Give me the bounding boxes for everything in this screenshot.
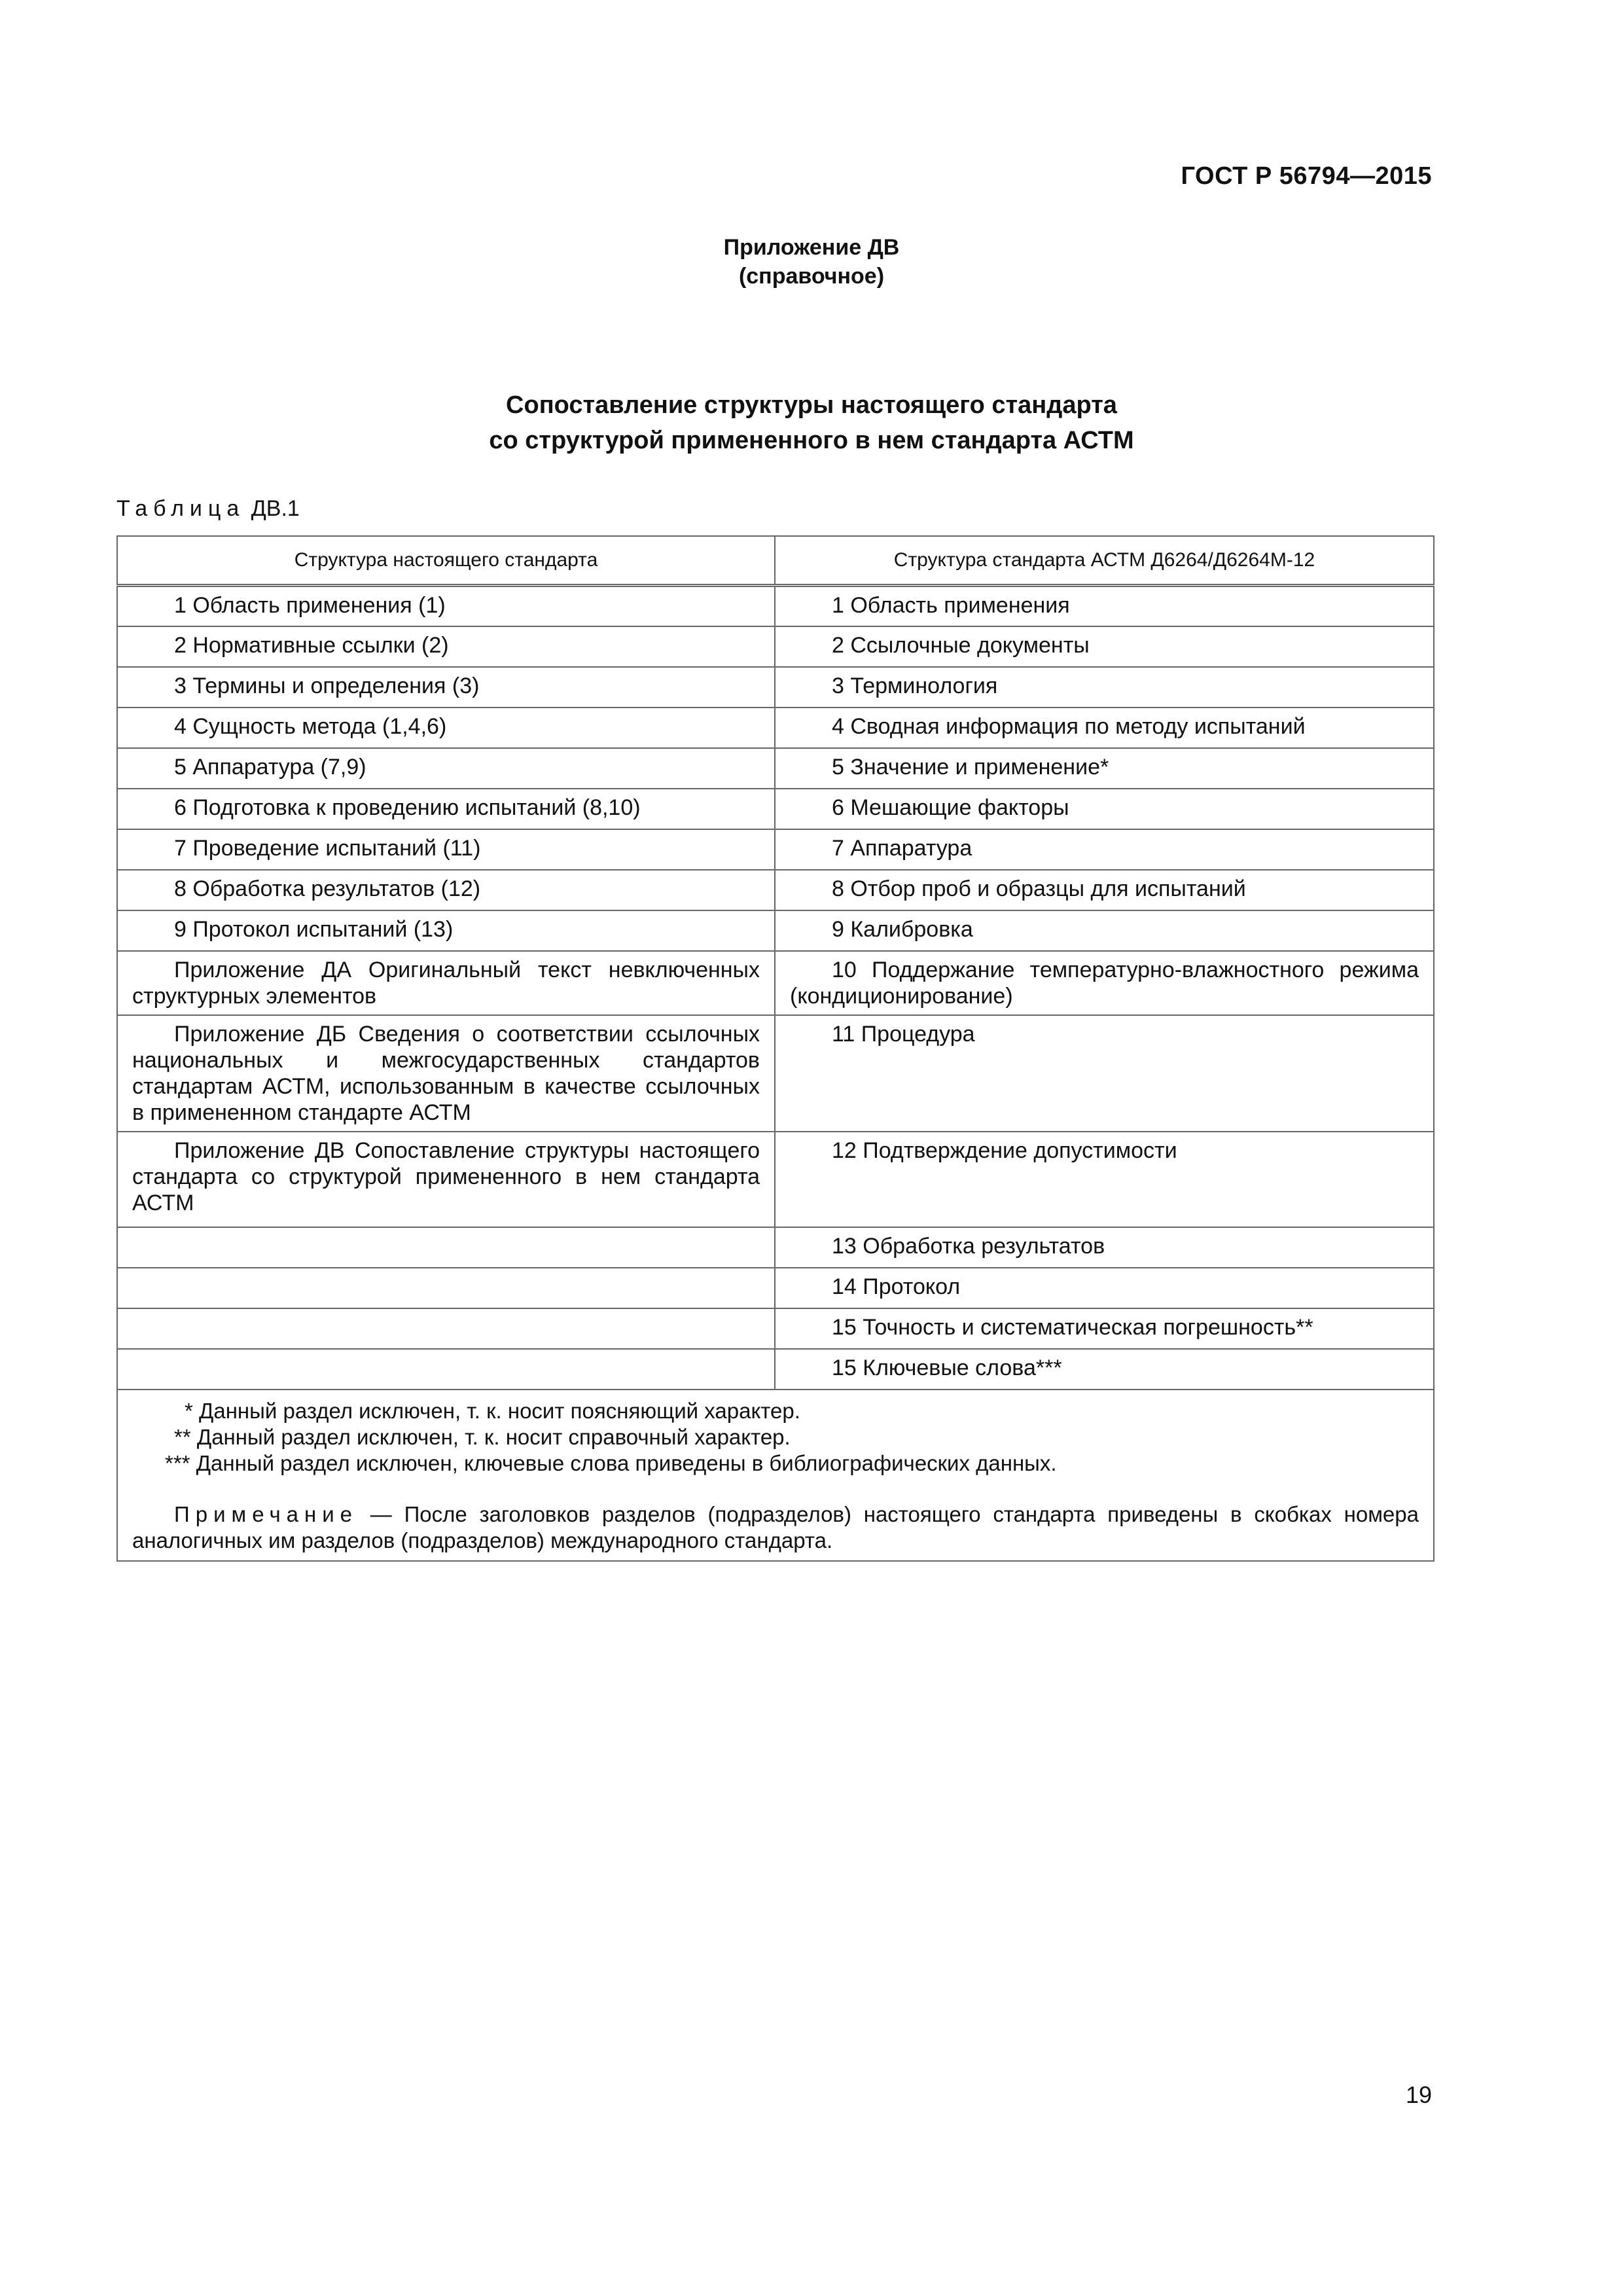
table-footer-row bbox=[117, 1390, 1434, 1561]
table-cell: 8 Отбор проб и образцы для испытаний bbox=[775, 870, 1434, 910]
table-row bbox=[117, 1227, 1434, 1268]
table-caption bbox=[116, 496, 300, 522]
table-cell: 3 Термины и определения (3) bbox=[117, 667, 775, 708]
table-cell: 1 Область применения (1) bbox=[117, 586, 775, 626]
table-cell: 4 Сводная информация по методу испытаний bbox=[775, 708, 1434, 748]
table-header-row bbox=[117, 536, 1434, 586]
table-cell: 14 Протокол bbox=[775, 1268, 1434, 1308]
table-cell: 15 Точность и систематическая погрешность** bbox=[775, 1308, 1434, 1349]
table-row bbox=[117, 586, 1434, 626]
table-row bbox=[117, 667, 1434, 708]
title-line-2: со структурой примененного в нем стандарта АСТМ bbox=[489, 427, 1134, 454]
standard-code: ГОСТ Р 56794—2015 bbox=[1181, 162, 1432, 190]
table-cell: 7 Аппаратура bbox=[775, 829, 1434, 870]
table-row bbox=[117, 626, 1434, 667]
table-cell: 11 Процедура bbox=[775, 1015, 1434, 1132]
table-cell: 2 Ссылочные документы bbox=[775, 626, 1434, 667]
table-cell: Приложение ДБ Сведения о соответствии ссылочных национальных и межгосударственных стандартов стандартам АСТМ, использованным в качестве ссылочных в примененном стандарте АСТМ bbox=[117, 1015, 775, 1132]
table-row bbox=[117, 1308, 1434, 1349]
table-footnotes bbox=[117, 1390, 1434, 1561]
appendix-type: (справочное) bbox=[738, 264, 885, 289]
table-cell: 8 Обработка результатов (12) bbox=[117, 870, 775, 910]
note-text: — После заголовков разделов (подразделов) настоящего стандарта приведены в скобках номера аналогичных им разделов (подразделов) международного стандарта. bbox=[132, 1501, 1419, 1552]
table-row bbox=[117, 1268, 1434, 1308]
footnote-3: *** Данный раздел исключен, ключевые слова приведены в библиографических данных. bbox=[165, 1450, 1057, 1475]
page-number: 19 bbox=[1405, 2081, 1432, 2108]
table-row bbox=[117, 829, 1434, 870]
table-cell: 2 Нормативные ссылки (2) bbox=[117, 626, 775, 667]
table-row bbox=[117, 870, 1434, 910]
table-cell: 7 Проведение испытаний (11) bbox=[117, 829, 775, 870]
document-title bbox=[0, 387, 1623, 458]
table-row bbox=[117, 1349, 1434, 1390]
table-cell: 4 Сущность метода (1,4,6) bbox=[117, 708, 775, 748]
table-cell: 6 Подготовка к проведению испытаний (8,10) bbox=[117, 789, 775, 829]
table-cell bbox=[117, 1349, 775, 1390]
appendix-title: Приложение ДВ bbox=[723, 235, 900, 260]
table-cell bbox=[117, 1308, 775, 1349]
table-cell: 6 Мешающие факторы bbox=[775, 789, 1434, 829]
note-label: Примечание bbox=[174, 1501, 359, 1526]
structure-comparison-table bbox=[116, 535, 1435, 1562]
table-caption-label: Таблица bbox=[116, 496, 245, 521]
table-cell bbox=[117, 1268, 775, 1308]
table-row bbox=[117, 1015, 1434, 1132]
footnote-1: * Данный раздел исключен, т. к. носит поясняющий характер. bbox=[185, 1398, 800, 1423]
table-cell bbox=[117, 1227, 775, 1268]
table-note bbox=[132, 1501, 1419, 1554]
table-row bbox=[117, 708, 1434, 748]
table-row bbox=[117, 789, 1434, 829]
table-row bbox=[117, 910, 1434, 951]
table-cell: 5 Значение и применение* bbox=[775, 748, 1434, 789]
appendix-heading bbox=[0, 233, 1623, 291]
table-cell: 9 Протокол испытаний (13) bbox=[117, 910, 775, 951]
table-cell: 12 Подтверждение допустимости bbox=[775, 1132, 1434, 1227]
table-row bbox=[117, 1132, 1434, 1227]
footnote-2: ** Данный раздел исключен, т. к. носит справочный характер. bbox=[174, 1424, 791, 1449]
table-row bbox=[117, 951, 1434, 1015]
table-caption-number: ДВ.1 bbox=[251, 496, 300, 521]
table-cell: 3 Терминология bbox=[775, 667, 1434, 708]
table-cell: Приложение ДА Оригинальный текст невключенных структурных элементов bbox=[117, 951, 775, 1015]
header-national-structure: Структура настоящего стандарта bbox=[117, 536, 775, 586]
table-cell: 5 Аппаратура (7,9) bbox=[117, 748, 775, 789]
table-row bbox=[117, 748, 1434, 789]
table-cell: 1 Область применения bbox=[775, 586, 1434, 626]
table-cell: 10 Поддержание температурно-влажностного режима (кондиционирование) bbox=[775, 951, 1434, 1015]
table-cell: 15 Ключевые слова*** bbox=[775, 1349, 1434, 1390]
header-astm-structure: Структура стандарта АСТМ Д6264/Д6264М-12 bbox=[775, 536, 1434, 586]
table-cell: Приложение ДВ Сопоставление структуры настоящего стандарта со структурой примененного в нем стандарта АСТМ bbox=[117, 1132, 775, 1227]
table-cell: 9 Калибровка bbox=[775, 910, 1434, 951]
title-line-1: Сопоставление структуры настоящего стандарта bbox=[506, 391, 1117, 419]
table-cell: 13 Обработка результатов bbox=[775, 1227, 1434, 1268]
